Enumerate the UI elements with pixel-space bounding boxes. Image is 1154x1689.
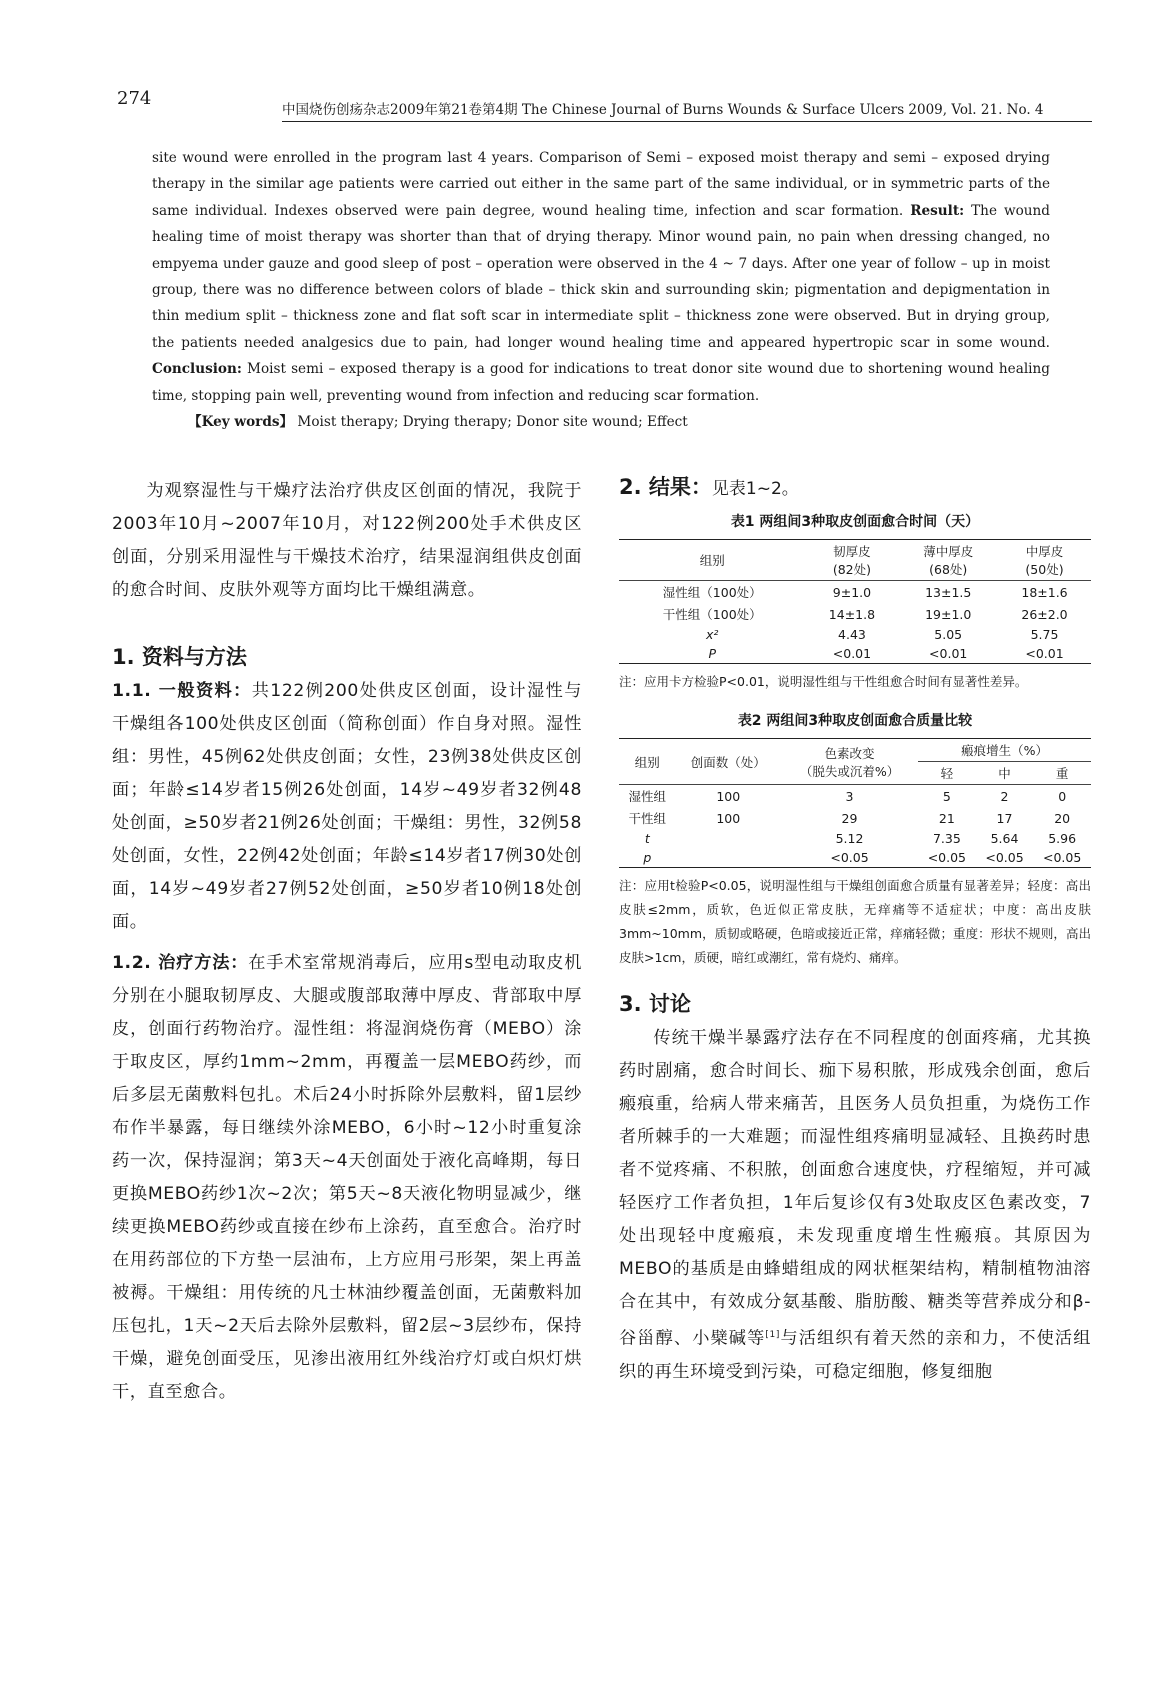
t1-c: 5.05 (934, 627, 963, 642)
table-row (619, 785, 1091, 808)
section-3-text-end: 与活组织有着天然的亲和力，不使活组织的再生环境受到污染，可稳定细胞，修复细胞 (619, 1328, 1092, 1382)
t1-c: 18±1.6 (1021, 584, 1068, 600)
section-2-title-bold: 2. 结果： (619, 475, 712, 499)
table-row (619, 603, 1091, 625)
section-3-paragraph (619, 1022, 1091, 1389)
section-1-2-head: 1.2. 治疗方法： (112, 953, 249, 973)
t2-h-severe: 重 (1055, 766, 1069, 781)
t1-c: 9±1.0 (832, 584, 872, 600)
section-3-title: 3. 讨论 (619, 992, 691, 1016)
t2-c: 干性组 (628, 811, 667, 826)
t1-h2: 薄中厚皮 (68处) (923, 544, 974, 577)
table-row (619, 625, 1091, 644)
result-label: Result: (910, 202, 965, 219)
section-2-title-rest: 见表1~2。 (711, 479, 799, 499)
t1-h3: 中厚皮 (50处) (1025, 544, 1064, 577)
t1-c: 13±1.5 (925, 584, 972, 600)
t2-c: <0.05 (927, 850, 967, 865)
t2-c: 20 (1054, 810, 1071, 826)
t2-h-pigment: 色素改变 （脱失或沉着%） (799, 745, 900, 779)
abstract-body (152, 145, 1050, 409)
citation: [1] (765, 1330, 780, 1340)
t1-c: 4.43 (838, 627, 866, 642)
t2-c: 2 (1000, 788, 1009, 804)
t2-c: 5.64 (990, 831, 1019, 846)
t1-c: 26±2.0 (1021, 606, 1068, 622)
t1-c: <0.01 (929, 646, 968, 661)
section-1-1-text: 共122例200处供皮区创面，设计湿性与干燥组各100处供皮区创面（简称创面）作自身对照。湿性组：男性，45例62处供皮创面；女性，23例38处供皮区创面；年龄≤14岁者15例26处创面，14岁~49岁者32例48处创面，≥50岁者21例26处创面；干燥组：男性，32例58处创面，女性，22例42处创面；年龄≤14岁者17例30处创面，14岁~49岁者27例52处创面，≥50岁者10例18处创面。 (112, 681, 582, 932)
t2-c: 5 (942, 788, 951, 804)
t1-c: 19±1.0 (925, 606, 972, 622)
t2-c: <0.05 (830, 850, 869, 865)
t2-c: 29 (841, 810, 858, 826)
keywords-line (152, 409, 1050, 435)
abstract-text-2: The wound healing time of moist therapy was shorter than that of drying therapy. Minor wound pain, no pain when dressing changed, no empyema under gauze and good sleep of post – operation were observed in the 4 ~ 7 days. After one year of follow – up in moist group, there was no difference between colors of blade – thick skin and surrounding skin; pigmentation and depigmentation in thin medium split – thickness zone and flat soft scar in intermediate split – thickness zone were observed. But in drying group, the patients needed analgesics due to pain, had longer wound healing time and appeared hypertropic scar in some wound. (152, 202, 1050, 351)
conclusion-label: Conclusion: (152, 361, 242, 378)
t1-h0: 组别 (699, 553, 725, 568)
t2-c: 100 (716, 810, 741, 826)
section-2-title (619, 471, 1091, 501)
table-row (619, 644, 1091, 664)
t2-c (676, 848, 781, 868)
table-row (619, 807, 1091, 829)
keywords: Moist therapy; Drying therapy; Donor site wound; Effect (293, 414, 688, 431)
running-head: 中国烧伤创疡杂志2009年第21卷第4期 The Chinese Journal of Burns Wounds & Surface Ulcers 2009, Vol. 21. No. 4 (282, 98, 1092, 122)
section-1-2-text: 在手术室常规消毒后，应用s型电动取皮机分别在小腿取韧厚皮、大腿或腹部取薄中厚皮、背部取中厚皮，创面行药物治疗。湿性组：将湿润烧伤膏（MEBO）涂于取皮区，厚约1mm~2mm，再覆盖一层MEBO药纱，而后多层无菌敷料包扎。术后24小时拆除外层敷料，留1层纱布作半暴露，每日继续外涂MEBO，6小时~12小时重复涂药一次，保持湿润；第3天~4天创面处于液化高峰期，每日更换MEBO药纱1次~2次；第5天~8天液化物明显减少，继续更换MEBO药纱或直接在纱布上涂药，直至愈合。治疗时在用药部位的下方垫一层油布，上方应用弓形架，架上再盖被褥。干燥组：用传统的凡士林油纱覆盖创面，无菌敷料加压包扎，1天~2天后去除外层敷料，留2层~3层纱布，保持干燥，避免创面受压，见渗出液用红外线治疗灯或白炽灯烘干，直至愈合。 (112, 953, 583, 1402)
t2-c: 7.35 (932, 831, 961, 846)
t2-c: <0.05 (985, 850, 1024, 865)
right-column (619, 475, 1091, 1389)
t2-c (676, 829, 781, 848)
abstract-text-1: site wound were enrolled in the program last 4 years. Comparison of Semi – exposed moist therapy and semi – exposed drying therapy in the similar age patients were carried out either in the same part of the same individual, or in symmetric parts of the same individual. Indexes observed were pain degree, wound healing time, infection and scar formation. (152, 150, 1050, 219)
t2-c: 17 (996, 810, 1013, 826)
abstract-text-3: Moist semi – exposed therapy is a good for indications to treat donor site wound due to shortening wound healing time, stopping pain well, preventing wound from infection and reducing scar formation. (152, 361, 1050, 404)
t2-h-mild: 轻 (940, 766, 954, 781)
table-1 (619, 539, 1091, 664)
t2-c: 0 (1058, 788, 1067, 804)
t2-c: 21 (938, 810, 955, 826)
table-2 (619, 738, 1091, 868)
section-1-1 (112, 675, 582, 939)
abstract (152, 145, 1050, 435)
section-1-2 (112, 947, 582, 1409)
t1-c: <0.01 (832, 646, 872, 661)
t1-c: 5.75 (1030, 627, 1059, 642)
table-2-title: 表2 两组间3种取皮创面愈合质量比较 (737, 713, 973, 729)
table-row (619, 848, 1091, 868)
left-column (112, 475, 582, 1409)
t2-c: <0.05 (1043, 850, 1082, 865)
intro-paragraph: 为观察湿性与干燥疗法治疗供皮区创面的情况，我院于2003年10月~2007年10月，对122例200处手术供皮区创面，分别采用湿性与干燥技术治疗，结果湿润组供皮创面的愈合时间、皮肤外观等方面均比干燥组满意。 (112, 481, 582, 600)
t1-c: <0.01 (1025, 646, 1064, 661)
t2-h-moderate: 中 (998, 766, 1011, 781)
t2-c: 5.12 (835, 831, 864, 846)
t2-c: p (643, 850, 652, 865)
t1-c: x² (706, 627, 719, 642)
t2-c: t (644, 831, 650, 846)
section-3-text: 传统干燥半暴露疗法存在不同程度的创面疼痛，尤其换药时剧痛，愈合时间长、痂下易积脓，形成残余创面，愈后瘢痕重，给病人带来痛苦，且医务人员负担重，为烧伤工作者所棘手的一大难题；而湿性组疼痛明显减轻、且换药时患者不觉疼痛、不积脓，创面愈合速度快，疗程缩短，并可减轻医疗工作者负担，1年后复诊仅有3处取皮区色素改变，7处出现轻中度瘢痕，未发现重度增生性瘢痕。其原因为MEBO的基质是由蜂蜡组成的网状框架结构，精制植物油溶合在其中，有效成分氨基酸、脂肪酸、糖类等营养成分和β-谷甾醇、小檗碱等 (619, 1028, 1091, 1349)
t1-c: 14±1.8 (828, 606, 876, 622)
t2-h-count: 创面数（处） (690, 754, 766, 770)
keywords-label: 【Key words】 (188, 414, 294, 431)
t1-c: P (708, 646, 716, 661)
t2-h-group: 组别 (634, 754, 660, 770)
t1-c: 干性组（100处） (662, 607, 762, 622)
section-1-title: 1. 资料与方法 (112, 645, 247, 669)
table-row (619, 581, 1091, 604)
t2-c: 5.96 (1048, 831, 1077, 846)
table-1-note: 注：应用卡方检验P<0.01，说明湿性组与干性组愈合时间有显著性差异。 (619, 674, 1028, 689)
table-row (619, 829, 1091, 848)
table-1-title: 表1 两组间3种取皮创面愈合时间（天） (730, 514, 980, 530)
t1-c: 湿性组（100处） (662, 585, 762, 600)
page-number: 274 (117, 88, 152, 109)
t2-c: 100 (716, 788, 741, 804)
t2-c: 湿性组 (628, 789, 667, 804)
table-2-note: 注：应用t检验P<0.05，说明湿性组与干燥组创面愈合质量有显著差异；轻度：高出皮肤≤2mm，质软，色近似正常皮肤，无痒痛等不适症状；中度：高出皮肤3mm~10mm，质韧或略硬，色暗或接近正常，痒痛轻微；重度：形状不规则，高出皮肤>1cm，质硬，暗红或潮红，常有烧灼、痛痒。 (619, 878, 1091, 965)
section-1-1-head: 1.1. 一般资料： (112, 681, 252, 701)
t2-c: 3 (845, 788, 854, 804)
t2-h-scar: 瘢痕增生（%） (918, 739, 1091, 762)
t1-h1: 韧厚皮 (82处) (832, 544, 872, 577)
